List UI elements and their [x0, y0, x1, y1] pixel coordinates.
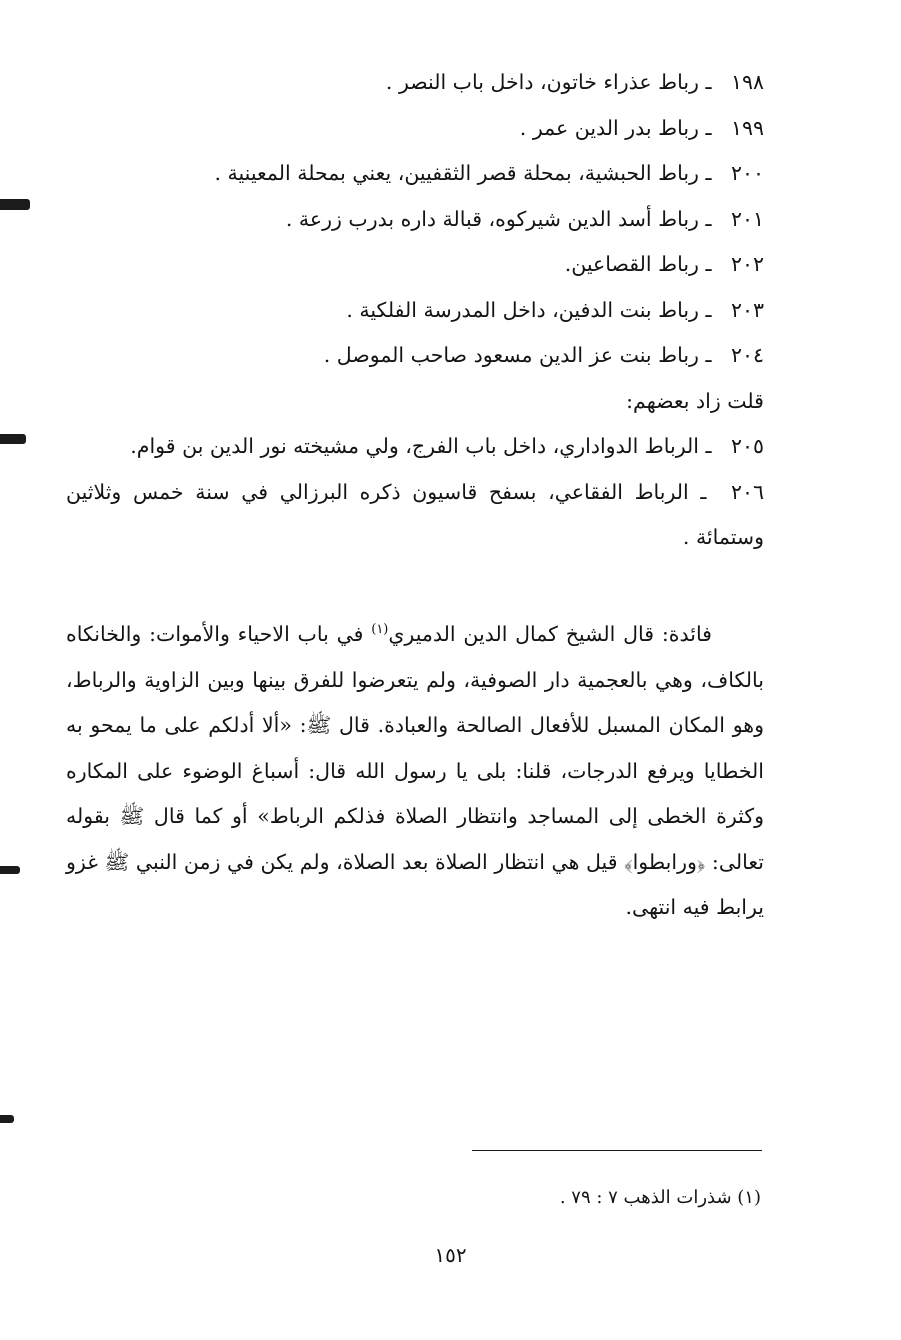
list-item: [66, 470, 764, 561]
list-item: [66, 424, 764, 470]
entry-text: ـ رباط القصاعين.: [564, 252, 712, 276]
entry-number: ١٩٩: [730, 115, 764, 140]
list-item: [66, 333, 764, 379]
entry-number: ٢٠٢: [730, 252, 764, 276]
entry-text: ـ الرباط الفقاعي، بسفح قاسيون ذكره البرزالي في سنة خمس وثلاثين وستمائة .: [66, 479, 764, 549]
list-item: [66, 242, 764, 288]
scan-margin-mark: [0, 866, 20, 874]
entry-text: ـ رباط بدر الدين عمر .: [519, 115, 712, 140]
footnote-reference: (١): [371, 622, 389, 638]
entry-number: ٢٠٥: [730, 434, 764, 458]
entry-text: ـ رباط بنت عز الدين مسعود صاحب الموصل .: [323, 343, 712, 367]
list-item: [66, 288, 764, 334]
list-item: [66, 106, 764, 152]
entry-text: ـ رباط الحبشية، بمحلة قصر الثقفيين، يعني بمحلة المعينية .: [214, 161, 712, 185]
scan-margin-mark: [0, 1115, 14, 1123]
section-note: [66, 379, 764, 425]
list-item: [66, 197, 764, 243]
entry-text: ـ الرباط الدواداري، داخل باب الفرج، ولي مشيخته نور الدين بن قوام.: [130, 434, 712, 458]
paragraph-text-start: فائدة: قال الشيخ كمال الدين الدميري: [388, 622, 712, 646]
entry-text: قلت زاد بعضهم:: [626, 388, 764, 413]
entry-number: ٢٠١: [730, 206, 764, 231]
page-number: ١٥٢: [434, 1243, 467, 1267]
scan-margin-mark: [0, 199, 30, 210]
paragraph-text-rest: في باب الاحياء والأموات: والخانكاه بالكاف، وهي بالعجمية دار الصوفية، ولم يتعرضوا للفرق بينها وبين الزاوية والرباط، وهو المكان المسبل للأفعال الصالحة والعبادة. قال ﷺ: «ألا أدلكم على ما يمحو به الخطايا ويرفع الدرجات، قلنا: بلى يا رسول الله قال: أسباغ الوضوء على المكاره وكثرة الخطى إلى المساجد وانتظار الصلاة فذلكم الرباط» أو كما قال ﷺ بقوله تعالى: ﴿ورابطوا﴾ قيل هي انتظار الصلاة بعد الصلاة، ولم يكن في زمن النبي ﷺ غزو يرابط فيه انتهى.: [66, 622, 764, 919]
list-item: [66, 60, 764, 106]
entry-text: ـ رباط أسد الدين شيركوه، قبالة داره بدرب زرعة .: [285, 206, 712, 231]
list-item: [66, 151, 764, 197]
entry-number: ٢٠٣: [730, 297, 764, 322]
entry-number: ٢٠٤: [730, 343, 764, 367]
entry-list: [66, 60, 764, 561]
body-paragraph: [66, 612, 764, 931]
scan-margin-mark: [0, 434, 26, 444]
entry-text: ـ رباط عذراء خاتون، داخل باب النصر .: [385, 70, 712, 94]
entry-number: ٢٠٠: [730, 161, 764, 185]
entry-text: ـ رباط بنت الدفين، داخل المدرسة الفلكية .: [346, 297, 712, 322]
entry-number: ٢٠٦: [730, 479, 764, 504]
footnote: (١) شذرات الذهب ٧ : ٧٩ .: [559, 1187, 761, 1208]
entry-number: ١٩٨: [730, 70, 764, 94]
footnote-divider: [472, 1150, 762, 1151]
